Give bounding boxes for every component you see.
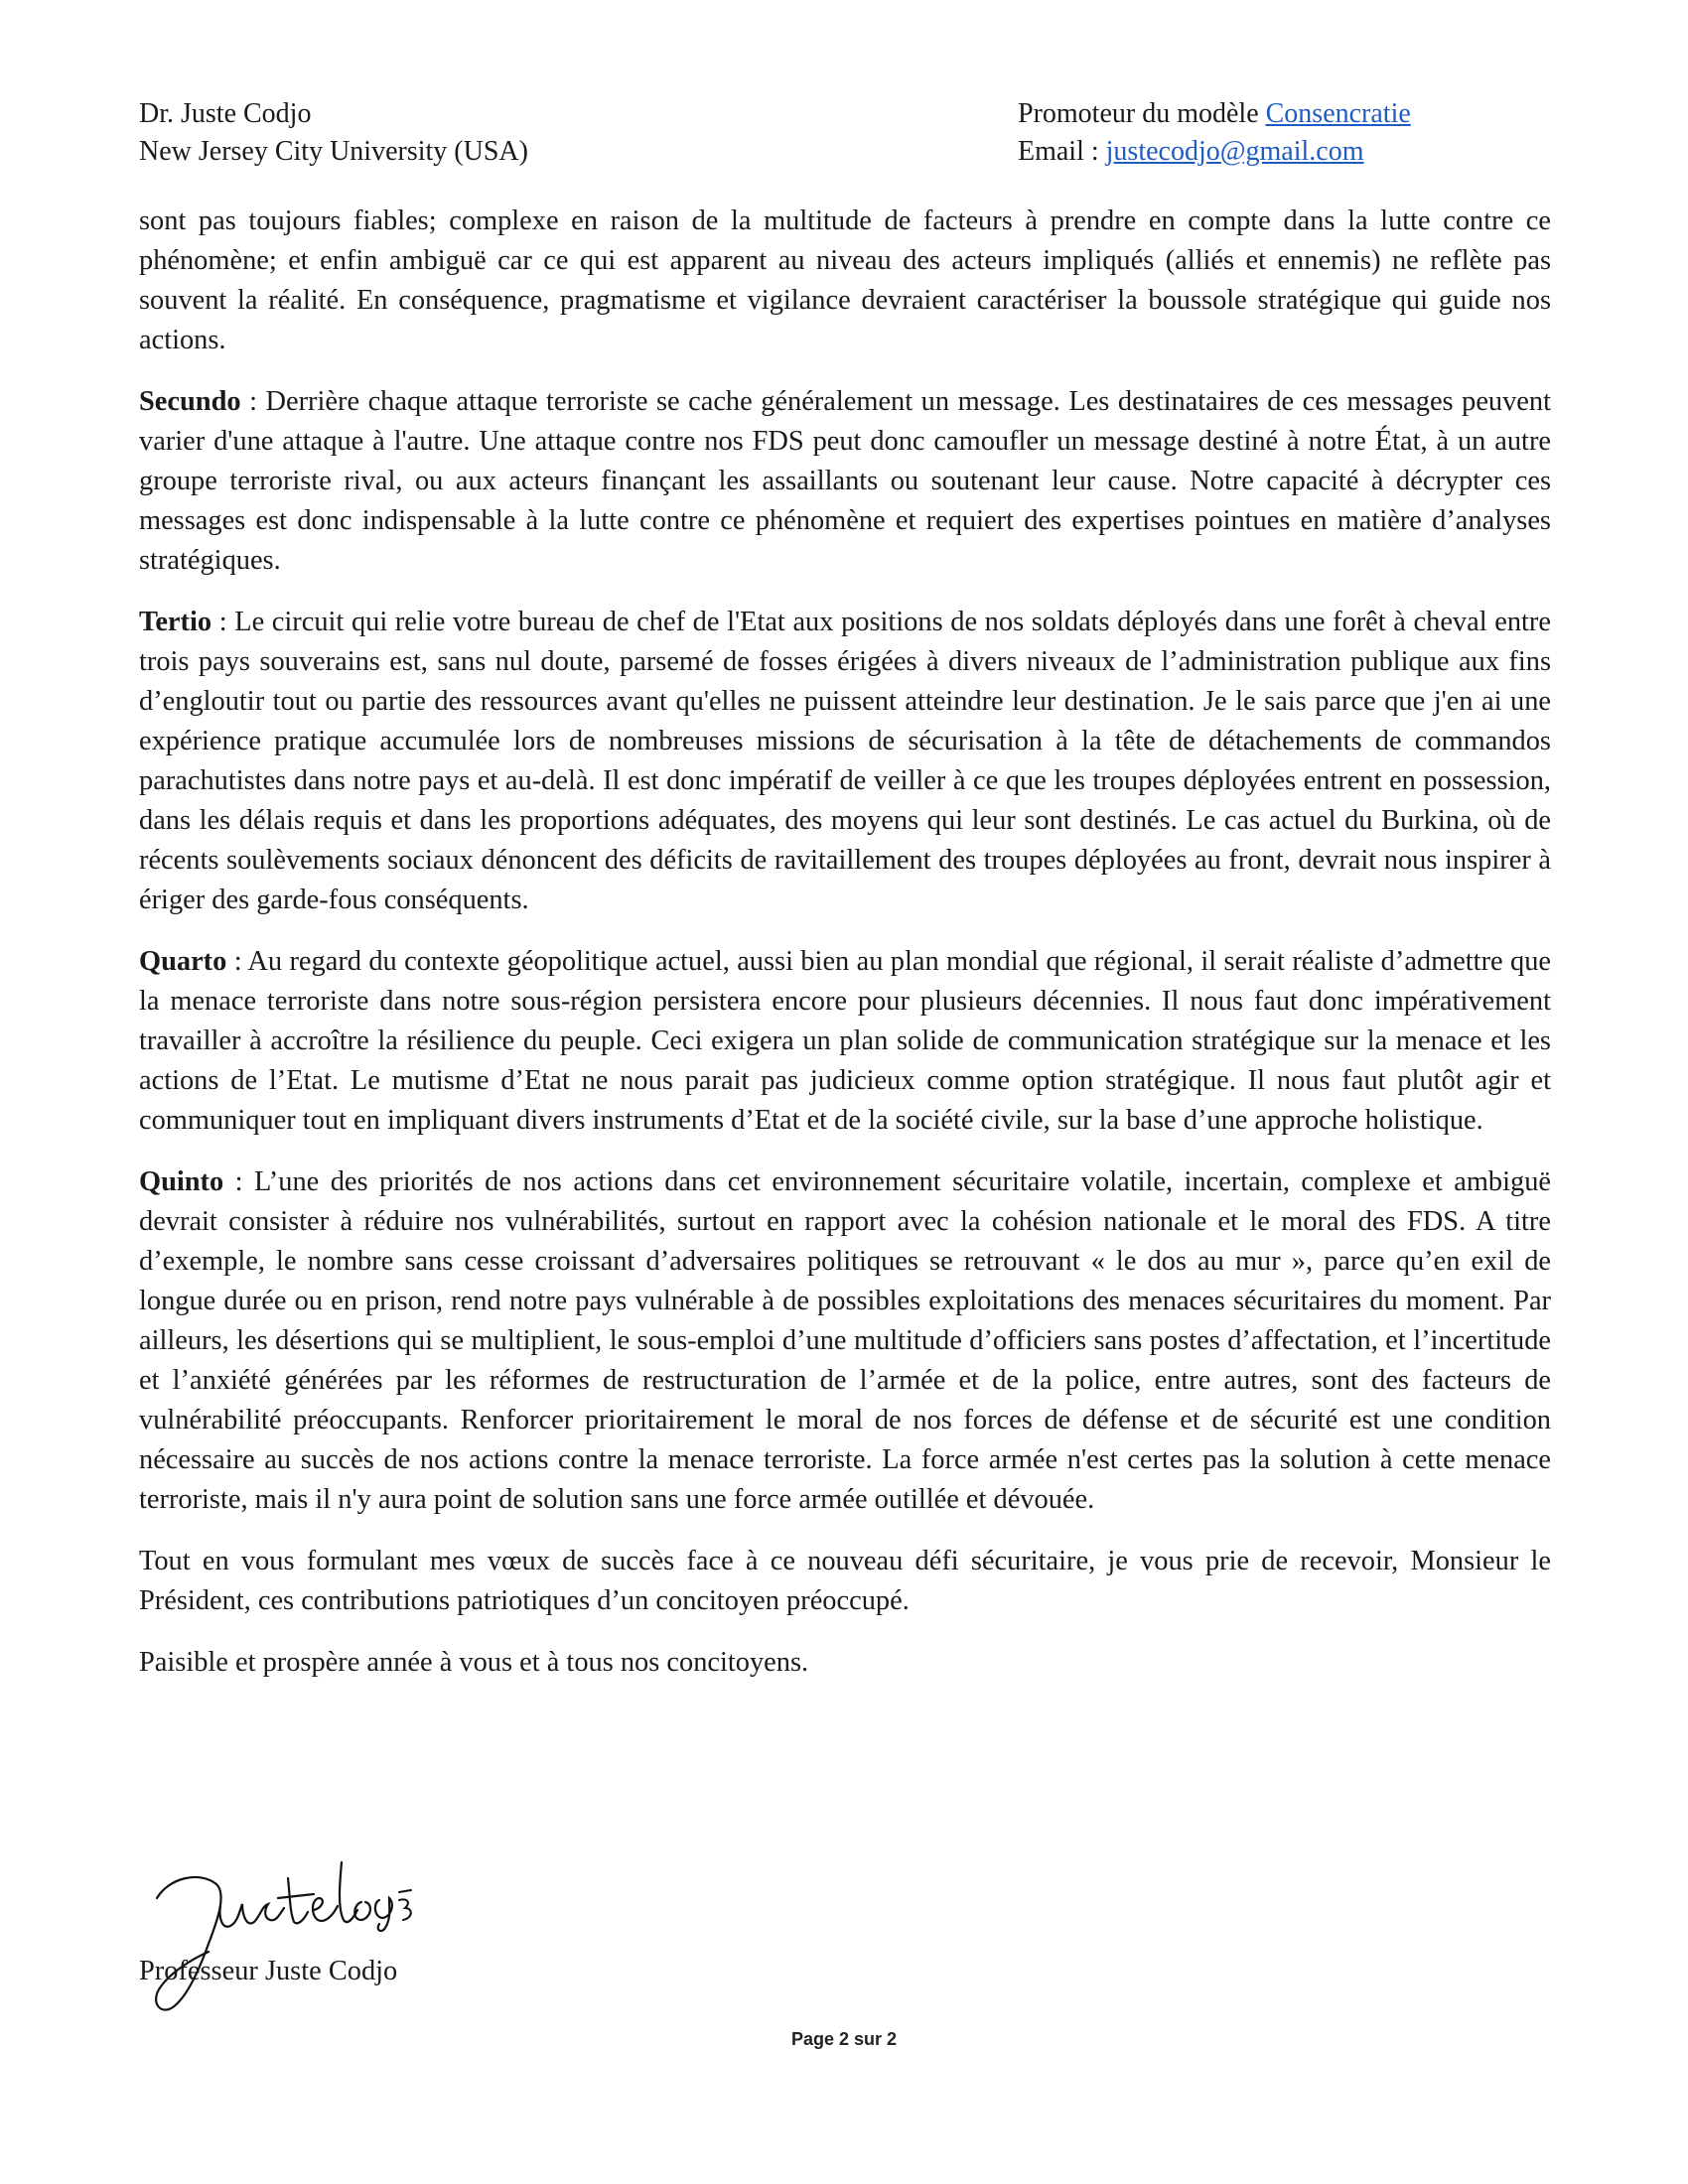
- paragraph-quarto: [139, 942, 1551, 1141]
- consencratie-link[interactable]: Consencratie: [1265, 98, 1411, 129]
- closing-paragraph: Tout en vous formulant mes vœux de succès face à ce nouveau défi sécuritaire, je vous prie de recevoir, Monsieur le Président, ces contributions patriotiques d’un concitoyen préoccupé.: [139, 1546, 1551, 1616]
- handwritten-signature: [139, 1848, 467, 2017]
- author-affiliation: New Jersey City University (USA): [139, 136, 528, 167]
- letter-body: [139, 202, 1551, 1705]
- author-name: Dr. Juste Codjo: [139, 98, 312, 129]
- paragraph-tertio: [139, 603, 1551, 920]
- point-label: Quinto: [139, 1166, 224, 1197]
- email-line: [1018, 133, 1411, 171]
- point-text: : L’une des priorités de nos actions dans cet environnement sécuritaire volatile, incertain, complexe et ambiguë devrait consister à réduire nos vulnérabilités, surtout en rapport avec la cohésion nationale et le moral des FDS. A titre d’exemple, le nombre sans cesse croissant d’adversaires politiques se retrouvant « le dos au mur », parce qu’en exil de longue durée ou en prison, rend notre pays vulnérable à de possibles exploitations des menaces sécuritaires du moment. Par ailleurs, les désertions qui se multiplient, le sous-emploi d’une multitude d’officiers sans postes d’affectation, et l’incertitude et l’anxiété générées par les réformes de restructuration de l’armée et de la police, entre autres, sont des facteurs de vulnérabilité préoccupants. Renforcer prioritairement le moral de nos forces de défense et de sécurité est une condition nécessaire au succès de nos actions contre la menace terroriste. La force armée n'est certes pas la solution à cette menace terroriste, mais il n'y aura point de solution sans une force armée outillée et dévouée.: [139, 1166, 1551, 1515]
- promoter-prefix: Promoteur du modèle: [1018, 98, 1266, 129]
- promoter-line: [1018, 95, 1411, 133]
- page-number: Page 2 sur 2: [790, 2029, 898, 2049]
- point-label: Quarto: [139, 946, 227, 977]
- paragraph-quinto: [139, 1162, 1551, 1520]
- point-text: : Au regard du contexte géopolitique actuel, aussi bien au plan mondial que régional, il serait réaliste d’admettre que la menace terroriste dans notre sous-région persistera encore pour plusieurs décennies. Il nous faut donc impérativement travailler à accroître la résilience du peuple. Ceci exigera un plan solide de communication stratégique sur la menace et les actions de l’Etat. Le mutisme d’Etat ne nous parait pas judicieux comme option stratégique. Il nous faut plutôt agir et communiquer tout en impliquant divers instruments d’Etat et de la société civile, sur la base d’une approche holistique.: [139, 946, 1551, 1136]
- email-link[interactable]: justecodjo@gmail.com: [1105, 136, 1364, 167]
- point-label: Secundo: [139, 386, 241, 417]
- letter-header: [139, 95, 1549, 175]
- signature-drawing: [139, 1848, 467, 2017]
- author-block: [139, 95, 528, 171]
- point-label: Tertio: [139, 607, 212, 637]
- paragraph-secundo: [139, 382, 1551, 581]
- signer-name: Professeur Juste Codjo: [139, 1956, 398, 1986]
- contact-block: [1018, 95, 1411, 171]
- point-text: : Derrière chaque attaque terroriste se cache généralement un message. Les destinataires de ces messages peuvent varier d'une attaque à l'autre. Une attaque contre nos FDS peut donc camoufler un message destiné à notre État, à un autre groupe terroriste rival, ou aux acteurs finançant les assaillants ou soutenant leur cause. Notre capacité à décrypter ces messages est donc indispensable à la lutte contre ce phénomène et requiert des expertises pointues en matière d’analyses stratégiques.: [139, 386, 1551, 576]
- continued-paragraph: sont pas toujours fiables; complexe en raison de la multitude de facteurs à prendre en compte dans la lutte contre ce phénomène; et enfin ambiguë car ce qui est apparent au niveau des acteurs impliqués (alliés et ennemis) ne reflète pas souvent la réalité. En conséquence, pragmatisme et vigilance devraient caractériser la boussole stratégique qui guide nos actions.: [139, 205, 1551, 355]
- point-text: : Le circuit qui relie votre bureau de chef de l'Etat aux positions de nos soldats déployés dans une forêt à cheval entre trois pays souverains est, sans nul doute, parsemé de fosses érigées à divers niveaux de l’administration publique aux fins d’engloutir tout ou partie des ressources avant qu'elles ne puissent atteindre leur destination. Je le sais parce que j'en ai une expérience pratique accumulée lors de nombreuses missions de sécurisation à la tête de détachements de commandos parachutistes dans notre pays et au-delà. Il est donc impératif de veiller à ce que les troupes déployées entrent en possession, dans les délais requis et dans les proportions adéquates, des moyens qui leur sont destinés. Le cas actuel du Burkina, où de récents soulèvements sociaux dénoncent des déficits de ravitaillement des troupes déployées au front, devrait nous inspirer à ériger des garde-fous conséquents.: [139, 607, 1551, 915]
- email-prefix: Email :: [1018, 136, 1106, 167]
- wishes-paragraph: Paisible et prospère année à vous et à tous nos concitoyens.: [139, 1647, 809, 1678]
